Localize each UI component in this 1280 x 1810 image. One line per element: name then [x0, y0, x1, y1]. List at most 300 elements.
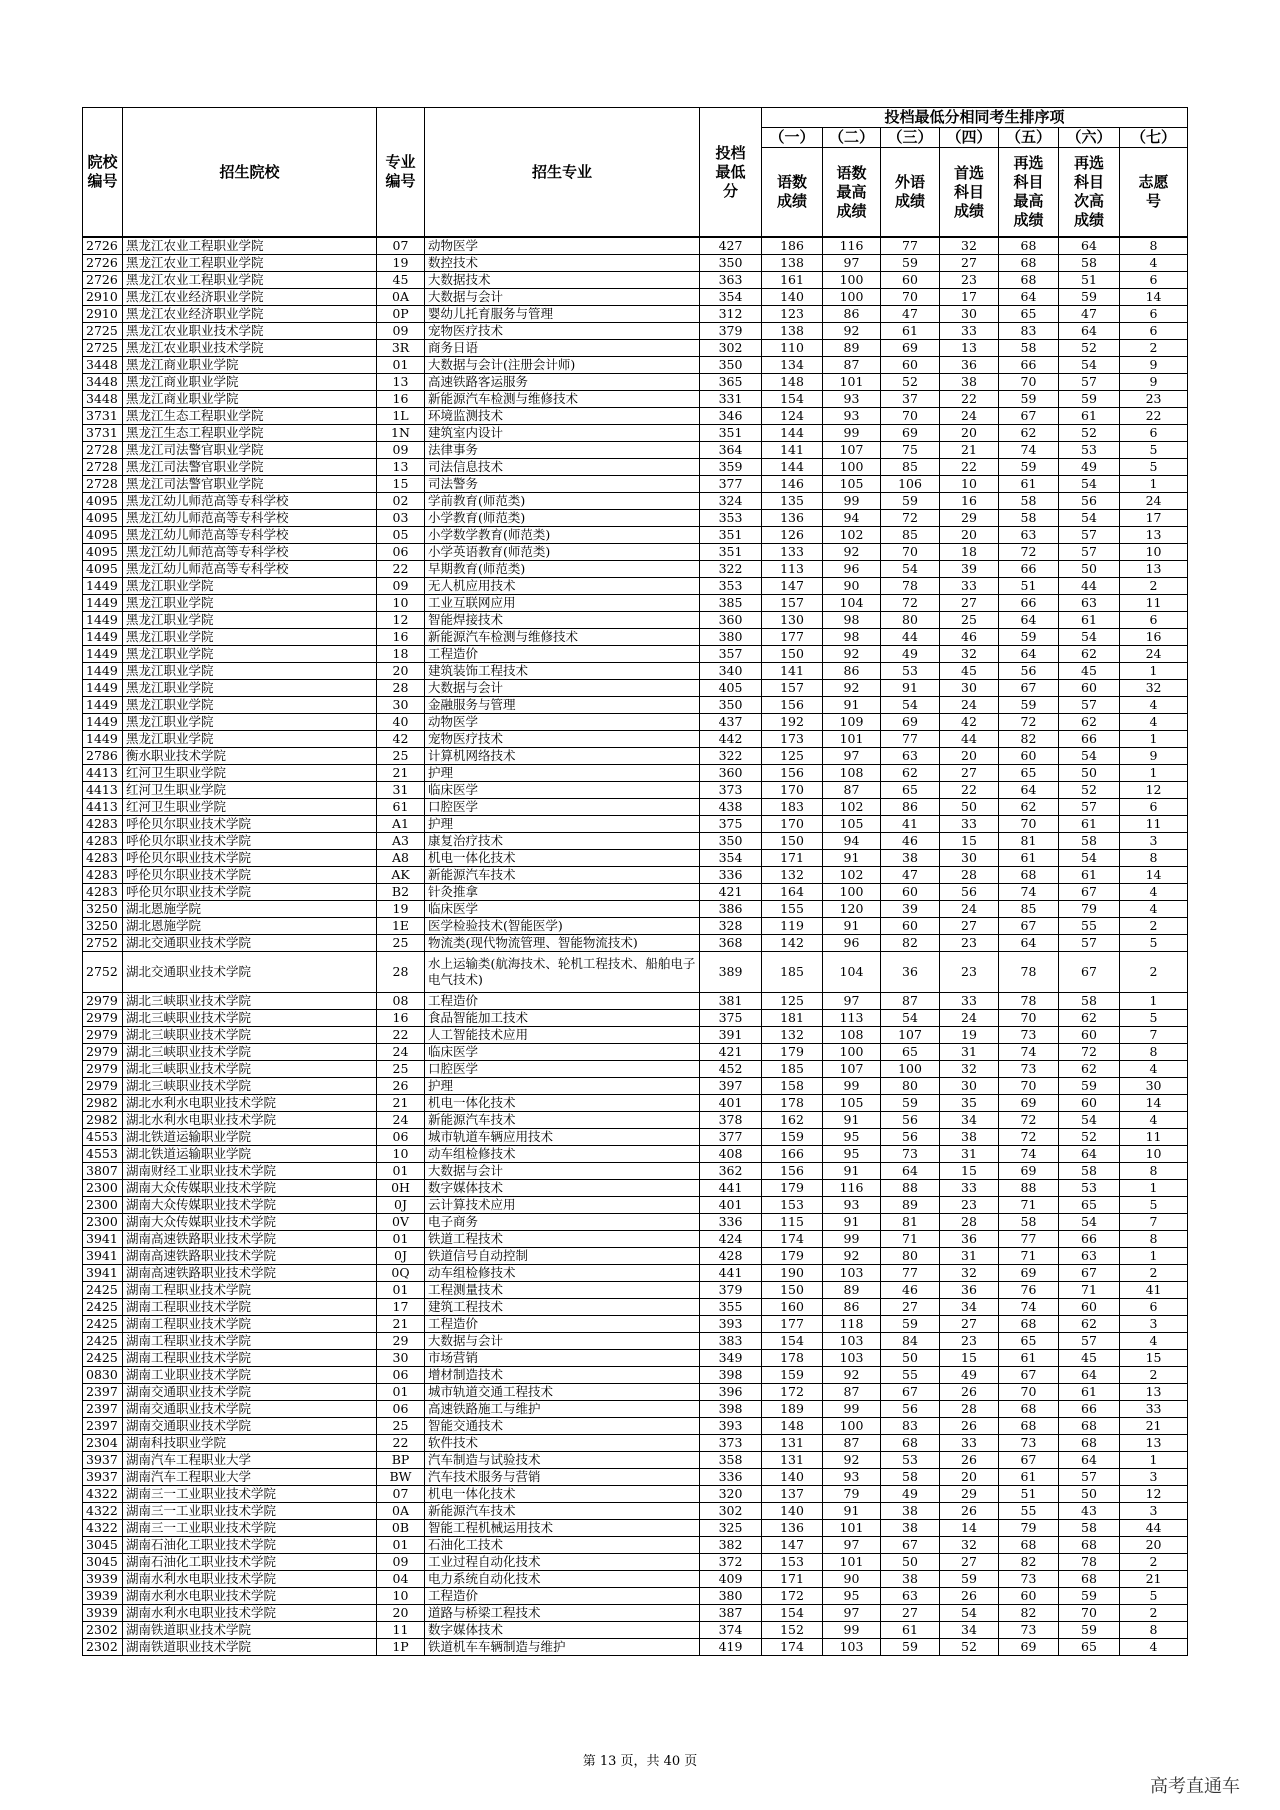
cell-reselect-max: 66: [999, 561, 1059, 578]
cell-code: 2304: [83, 1435, 123, 1452]
cell-code: 4095: [83, 561, 123, 578]
cell-school: 黑龙江职业学院: [123, 663, 377, 680]
table-row: [83, 289, 1188, 306]
cell-code: 2728: [83, 442, 123, 459]
cell-choice-no: 2: [1120, 1554, 1188, 1571]
cell-reselect-max: 68: [999, 237, 1059, 255]
cell-reselect-max: 81: [999, 833, 1059, 850]
cell-choice-no: 6: [1120, 272, 1188, 289]
cell-yushu: 181: [762, 1010, 823, 1027]
cell-min-score: 382: [700, 1537, 762, 1554]
cell-yushu: 147: [762, 1537, 823, 1554]
cell-yushu: 146: [762, 476, 823, 493]
table-row: [83, 1027, 1188, 1044]
cell-foreign: 82: [881, 935, 940, 952]
cell-reselect-max: 68: [999, 255, 1059, 272]
cell-major: 石油化工技术: [425, 1537, 700, 1554]
table-row: [83, 459, 1188, 476]
cell-major: 环境监测技术: [425, 408, 700, 425]
cell-yushu: 141: [762, 442, 823, 459]
cell-yushu: 186: [762, 237, 823, 255]
cell-major: 云计算技术应用: [425, 1197, 700, 1214]
cell-major-code: 02: [377, 493, 425, 510]
cell-major-code: 01: [377, 1282, 425, 1299]
cell-min-score: 322: [700, 748, 762, 765]
cell-foreign: 72: [881, 595, 940, 612]
cell-code: 2979: [83, 1044, 123, 1061]
table-row: [83, 1265, 1188, 1282]
cell-code: 2726: [83, 272, 123, 289]
cell-min-score: 397: [700, 1078, 762, 1095]
cell-yushu: 126: [762, 527, 823, 544]
cell-code: 4322: [83, 1520, 123, 1537]
cell-major: 建筑装饰工程技术: [425, 663, 700, 680]
cell-min-score: 325: [700, 1520, 762, 1537]
cell-min-score: 336: [700, 1469, 762, 1486]
header-col-num: （四）: [940, 128, 999, 148]
cell-yushu-max: 108: [823, 1027, 881, 1044]
cell-choice-no: 3: [1120, 833, 1188, 850]
table-row: [83, 544, 1188, 561]
cell-min-score: 354: [700, 289, 762, 306]
cell-school: 呼伦贝尔职业技术学院: [123, 850, 377, 867]
cell-school: 黑龙江职业学院: [123, 697, 377, 714]
watermark: 高考直通车: [1150, 1776, 1240, 1797]
cell-major-code: 07: [377, 1486, 425, 1503]
cell-major: 大数据与会计: [425, 1163, 700, 1180]
cell-school: 黑龙江农业工程职业学院: [123, 237, 377, 255]
cell-first-subject: 52: [940, 1639, 999, 1656]
cell-first-subject: 49: [940, 1367, 999, 1384]
table-body: [83, 237, 1188, 1656]
cell-yushu-max: 93: [823, 1197, 881, 1214]
cell-code: 2300: [83, 1214, 123, 1231]
cell-reselect-second: 54: [1059, 357, 1120, 374]
cell-min-score: 373: [700, 1435, 762, 1452]
table-row: [83, 357, 1188, 374]
cell-min-score: 398: [700, 1367, 762, 1384]
table-row: [83, 799, 1188, 816]
cell-code: 3941: [83, 1248, 123, 1265]
cell-major-code: 09: [377, 578, 425, 595]
cell-school: 黑龙江商业职业学院: [123, 374, 377, 391]
table-row: [83, 816, 1188, 833]
cell-first-subject: 35: [940, 1095, 999, 1112]
cell-major-code: 25: [377, 748, 425, 765]
cell-yushu-max: 91: [823, 1503, 881, 1520]
table-row: [83, 1180, 1188, 1197]
cell-school: 湖南工程职业技术学院: [123, 1350, 377, 1367]
cell-yushu: 159: [762, 1129, 823, 1146]
cell-yushu-max: 108: [823, 765, 881, 782]
cell-reselect-max: 68: [999, 1418, 1059, 1435]
cell-major-code: 45: [377, 272, 425, 289]
cell-yushu: 156: [762, 765, 823, 782]
cell-reselect-second: 57: [1059, 1333, 1120, 1350]
cell-min-score: 351: [700, 527, 762, 544]
cell-reselect-max: 64: [999, 935, 1059, 952]
header-col-label: 外语 成绩: [881, 148, 940, 238]
cell-first-subject: 30: [940, 850, 999, 867]
cell-foreign: 49: [881, 646, 940, 663]
cell-min-score: 401: [700, 1197, 762, 1214]
cell-first-subject: 23: [940, 1333, 999, 1350]
cell-yushu: 123: [762, 306, 823, 323]
cell-yushu: 161: [762, 272, 823, 289]
cell-min-score: 421: [700, 1044, 762, 1061]
cell-min-score: 421: [700, 884, 762, 901]
cell-choice-no: 8: [1120, 1622, 1188, 1639]
cell-major: 电力系统自动化技术: [425, 1571, 700, 1588]
cell-min-score: 360: [700, 765, 762, 782]
table-row: [83, 1078, 1188, 1095]
cell-reselect-max: 68: [999, 867, 1059, 884]
cell-major-code: 16: [377, 391, 425, 408]
cell-reselect-second: 62: [1059, 1010, 1120, 1027]
cell-yushu-max: 92: [823, 1367, 881, 1384]
cell-school: 湖南水利水电职业技术学院: [123, 1605, 377, 1622]
cell-min-score: 381: [700, 993, 762, 1010]
cell-foreign: 56: [881, 1401, 940, 1418]
cell-yushu-max: 91: [823, 918, 881, 935]
cell-major-code: 17: [377, 1299, 425, 1316]
cell-reselect-max: 74: [999, 884, 1059, 901]
cell-major-code: 01: [377, 357, 425, 374]
cell-reselect-second: 64: [1059, 1367, 1120, 1384]
cell-yushu-max: 99: [823, 493, 881, 510]
cell-foreign: 39: [881, 901, 940, 918]
cell-reselect-max: 61: [999, 1350, 1059, 1367]
cell-code: 4553: [83, 1146, 123, 1163]
cell-major-code: 07: [377, 237, 425, 255]
cell-school: 黑龙江职业学院: [123, 680, 377, 697]
cell-min-score: 360: [700, 612, 762, 629]
cell-school: 黑龙江农业工程职业学院: [123, 255, 377, 272]
cell-yushu-max: 92: [823, 1452, 881, 1469]
cell-reselect-second: 61: [1059, 612, 1120, 629]
cell-min-score: 379: [700, 1282, 762, 1299]
cell-yushu-max: 101: [823, 1520, 881, 1537]
cell-reselect-second: 60: [1059, 1027, 1120, 1044]
cell-major: 机电一体化技术: [425, 1486, 700, 1503]
cell-major-code: 09: [377, 323, 425, 340]
cell-yushu: 190: [762, 1265, 823, 1282]
cell-foreign: 78: [881, 578, 940, 595]
cell-min-score: 374: [700, 1622, 762, 1639]
cell-yushu-max: 103: [823, 1639, 881, 1656]
cell-min-score: 383: [700, 1333, 762, 1350]
cell-major: 城市轨道交通工程技术: [425, 1384, 700, 1401]
cell-major: 增材制造技术: [425, 1367, 700, 1384]
cell-foreign: 85: [881, 527, 940, 544]
cell-choice-no: 4: [1120, 1112, 1188, 1129]
cell-code: 2397: [83, 1384, 123, 1401]
cell-reselect-second: 59: [1059, 1078, 1120, 1095]
cell-yushu: 185: [762, 1061, 823, 1078]
table-row: [83, 425, 1188, 442]
cell-min-score: 409: [700, 1571, 762, 1588]
cell-min-score: 393: [700, 1418, 762, 1435]
cell-choice-no: 2: [1120, 952, 1188, 993]
cell-foreign: 38: [881, 1503, 940, 1520]
cell-school: 湖南水利水电职业技术学院: [123, 1571, 377, 1588]
cell-first-subject: 42: [940, 714, 999, 731]
cell-min-score: 359: [700, 459, 762, 476]
cell-yushu-max: 118: [823, 1316, 881, 1333]
cell-first-subject: 28: [940, 867, 999, 884]
header-col-num: （二）: [823, 128, 881, 148]
cell-major: 工业过程自动化技术: [425, 1554, 700, 1571]
header-major: 招生专业: [425, 108, 700, 238]
cell-yushu-max: 101: [823, 374, 881, 391]
cell-major: 医学检验技术(智能医学): [425, 918, 700, 935]
header-col-label: 再选 科目 次高 成绩: [1059, 148, 1120, 238]
cell-school: 黑龙江职业学院: [123, 612, 377, 629]
cell-yushu: 133: [762, 544, 823, 561]
cell-major-code: A3: [377, 833, 425, 850]
cell-yushu: 179: [762, 1248, 823, 1265]
cell-min-score: 385: [700, 595, 762, 612]
cell-reselect-max: 59: [999, 459, 1059, 476]
cell-major-code: 10: [377, 595, 425, 612]
cell-yushu-max: 97: [823, 1605, 881, 1622]
cell-major-code: 20: [377, 663, 425, 680]
cell-reselect-second: 58: [1059, 993, 1120, 1010]
table-row: [83, 952, 1188, 993]
cell-choice-no: 21: [1120, 1571, 1188, 1588]
cell-major: 汽车制造与试验技术: [425, 1452, 700, 1469]
cell-reselect-second: 57: [1059, 799, 1120, 816]
cell-major: 人工智能技术应用: [425, 1027, 700, 1044]
cell-choice-no: 9: [1120, 374, 1188, 391]
header-col-label: 志愿 号: [1120, 148, 1188, 238]
cell-school: 湖南工程职业技术学院: [123, 1282, 377, 1299]
cell-yushu-max: 105: [823, 816, 881, 833]
cell-code: 2982: [83, 1112, 123, 1129]
cell-reselect-max: 70: [999, 374, 1059, 391]
table-row: [83, 833, 1188, 850]
table-row: [83, 1197, 1188, 1214]
table-row: [83, 731, 1188, 748]
cell-foreign: 65: [881, 782, 940, 799]
cell-code: 3250: [83, 901, 123, 918]
cell-reselect-max: 61: [999, 476, 1059, 493]
cell-first-subject: 13: [940, 340, 999, 357]
cell-yushu: 164: [762, 884, 823, 901]
cell-reselect-second: 64: [1059, 237, 1120, 255]
cell-yushu: 183: [762, 799, 823, 816]
cell-school: 湖南工程职业技术学院: [123, 1316, 377, 1333]
cell-first-subject: 44: [940, 731, 999, 748]
cell-yushu-max: 96: [823, 935, 881, 952]
cell-code: 2725: [83, 340, 123, 357]
cell-foreign: 52: [881, 374, 940, 391]
cell-first-subject: 33: [940, 1180, 999, 1197]
cell-code: 2425: [83, 1282, 123, 1299]
cell-school: 湖北交通职业技术学院: [123, 935, 377, 952]
cell-foreign: 69: [881, 340, 940, 357]
cell-foreign: 60: [881, 272, 940, 289]
cell-major-code: AK: [377, 867, 425, 884]
table-row: [83, 1537, 1188, 1554]
cell-foreign: 106: [881, 476, 940, 493]
cell-major-code: 0P: [377, 306, 425, 323]
cell-yushu-max: 91: [823, 697, 881, 714]
cell-school: 黑龙江司法警官职业学院: [123, 476, 377, 493]
cell-yushu-max: 89: [823, 1282, 881, 1299]
cell-foreign: 77: [881, 1265, 940, 1282]
cell-code: 4095: [83, 544, 123, 561]
cell-foreign: 59: [881, 1639, 940, 1656]
cell-school: 湖南铁道职业技术学院: [123, 1622, 377, 1639]
cell-major: 护理: [425, 765, 700, 782]
cell-code: 2752: [83, 952, 123, 993]
cell-foreign: 100: [881, 1061, 940, 1078]
header-sort-group: 投档最低分相同考生排序项: [762, 108, 1188, 128]
cell-foreign: 107: [881, 1027, 940, 1044]
cell-first-subject: 26: [940, 1418, 999, 1435]
cell-reselect-max: 62: [999, 425, 1059, 442]
cell-yushu-max: 95: [823, 1129, 881, 1146]
cell-reselect-max: 77: [999, 1231, 1059, 1248]
cell-school: 湖北铁道运输职业学院: [123, 1146, 377, 1163]
cell-choice-no: 6: [1120, 306, 1188, 323]
cell-yushu-max: 102: [823, 867, 881, 884]
cell-code: 2786: [83, 748, 123, 765]
cell-yushu-max: 105: [823, 1095, 881, 1112]
cell-code: 2726: [83, 237, 123, 255]
cell-choice-no: 4: [1120, 884, 1188, 901]
cell-reselect-second: 51: [1059, 272, 1120, 289]
cell-yushu-max: 92: [823, 646, 881, 663]
cell-reselect-second: 59: [1059, 289, 1120, 306]
cell-reselect-max: 70: [999, 1078, 1059, 1095]
cell-choice-no: 4: [1120, 697, 1188, 714]
table-row: [83, 493, 1188, 510]
table-row: [83, 1095, 1188, 1112]
cell-school: 湖南工业职业技术学院: [123, 1367, 377, 1384]
cell-code: 3939: [83, 1605, 123, 1622]
cell-min-score: 442: [700, 731, 762, 748]
cell-code: 2979: [83, 993, 123, 1010]
cell-reselect-max: 73: [999, 1027, 1059, 1044]
cell-major-code: 22: [377, 1435, 425, 1452]
cell-major: 小学数学教育(师范类): [425, 527, 700, 544]
cell-school: 湖北恩施学院: [123, 918, 377, 935]
cell-first-subject: 54: [940, 1605, 999, 1622]
cell-yushu: 160: [762, 1299, 823, 1316]
table-row: [83, 1384, 1188, 1401]
cell-min-score: 398: [700, 1401, 762, 1418]
cell-code: 1449: [83, 697, 123, 714]
table-row: [83, 1571, 1188, 1588]
cell-foreign: 73: [881, 1146, 940, 1163]
cell-yushu: 153: [762, 1554, 823, 1571]
table-row: [83, 374, 1188, 391]
cell-min-score: 302: [700, 1503, 762, 1520]
cell-reselect-max: 61: [999, 850, 1059, 867]
table-row: [83, 901, 1188, 918]
cell-school: 黑龙江生态工程职业学院: [123, 425, 377, 442]
cell-yushu: 113: [762, 561, 823, 578]
cell-reselect-second: 68: [1059, 1435, 1120, 1452]
cell-major-code: 10: [377, 1588, 425, 1605]
cell-reselect-max: 82: [999, 731, 1059, 748]
cell-code: 2425: [83, 1333, 123, 1350]
cell-reselect-second: 61: [1059, 816, 1120, 833]
cell-yushu-max: 92: [823, 323, 881, 340]
cell-school: 呼伦贝尔职业技术学院: [123, 816, 377, 833]
cell-reselect-max: 66: [999, 595, 1059, 612]
cell-school: 黑龙江幼儿师范高等专科学校: [123, 510, 377, 527]
cell-first-subject: 23: [940, 272, 999, 289]
cell-yushu: 185: [762, 952, 823, 993]
cell-yushu: 154: [762, 1605, 823, 1622]
cell-min-score: 349: [700, 1350, 762, 1367]
cell-yushu: 110: [762, 340, 823, 357]
cell-yushu-max: 94: [823, 833, 881, 850]
cell-major-code: 13: [377, 374, 425, 391]
cell-first-subject: 33: [940, 816, 999, 833]
cell-reselect-max: 79: [999, 1520, 1059, 1537]
cell-yushu: 142: [762, 935, 823, 952]
cell-choice-no: 2: [1120, 1265, 1188, 1282]
cell-code: 4553: [83, 1129, 123, 1146]
cell-school: 呼伦贝尔职业技术学院: [123, 884, 377, 901]
cell-major-code: 08: [377, 993, 425, 1010]
cell-major-code: 0A: [377, 1503, 425, 1520]
cell-min-score: 350: [700, 833, 762, 850]
cell-school: 黑龙江幼儿师范高等专科学校: [123, 561, 377, 578]
cell-first-subject: 22: [940, 459, 999, 476]
cell-major-code: 03: [377, 510, 425, 527]
cell-min-score: 368: [700, 935, 762, 952]
cell-major-code: 0Q: [377, 1265, 425, 1282]
cell-reselect-max: 69: [999, 1265, 1059, 1282]
cell-yushu: 192: [762, 714, 823, 731]
header-min-score: 投档 最低 分: [700, 108, 762, 238]
cell-school: 呼伦贝尔职业技术学院: [123, 867, 377, 884]
table-row: [83, 1333, 1188, 1350]
cell-reselect-second: 61: [1059, 408, 1120, 425]
cell-yushu-max: 86: [823, 663, 881, 680]
cell-yushu: 172: [762, 1588, 823, 1605]
cell-reselect-second: 59: [1059, 1588, 1120, 1605]
cell-major-code: 0V: [377, 1214, 425, 1231]
cell-yushu-max: 104: [823, 952, 881, 993]
cell-first-subject: 45: [940, 663, 999, 680]
cell-choice-no: 24: [1120, 493, 1188, 510]
cell-first-subject: 26: [940, 1503, 999, 1520]
table-row: [83, 993, 1188, 1010]
table-row: [83, 527, 1188, 544]
cell-yushu: 170: [762, 782, 823, 799]
cell-min-score: 438: [700, 799, 762, 816]
cell-choice-no: 23: [1120, 391, 1188, 408]
cell-foreign: 55: [881, 1367, 940, 1384]
cell-yushu: 135: [762, 493, 823, 510]
cell-reselect-second: 52: [1059, 782, 1120, 799]
cell-foreign: 59: [881, 255, 940, 272]
cell-major: 口腔医学: [425, 1061, 700, 1078]
cell-reselect-second: 50: [1059, 561, 1120, 578]
cell-code: 2910: [83, 306, 123, 323]
cell-school: 湖北恩施学院: [123, 901, 377, 918]
cell-reselect-max: 76: [999, 1282, 1059, 1299]
cell-foreign: 87: [881, 993, 940, 1010]
table-row: [83, 561, 1188, 578]
cell-yushu: 157: [762, 680, 823, 697]
